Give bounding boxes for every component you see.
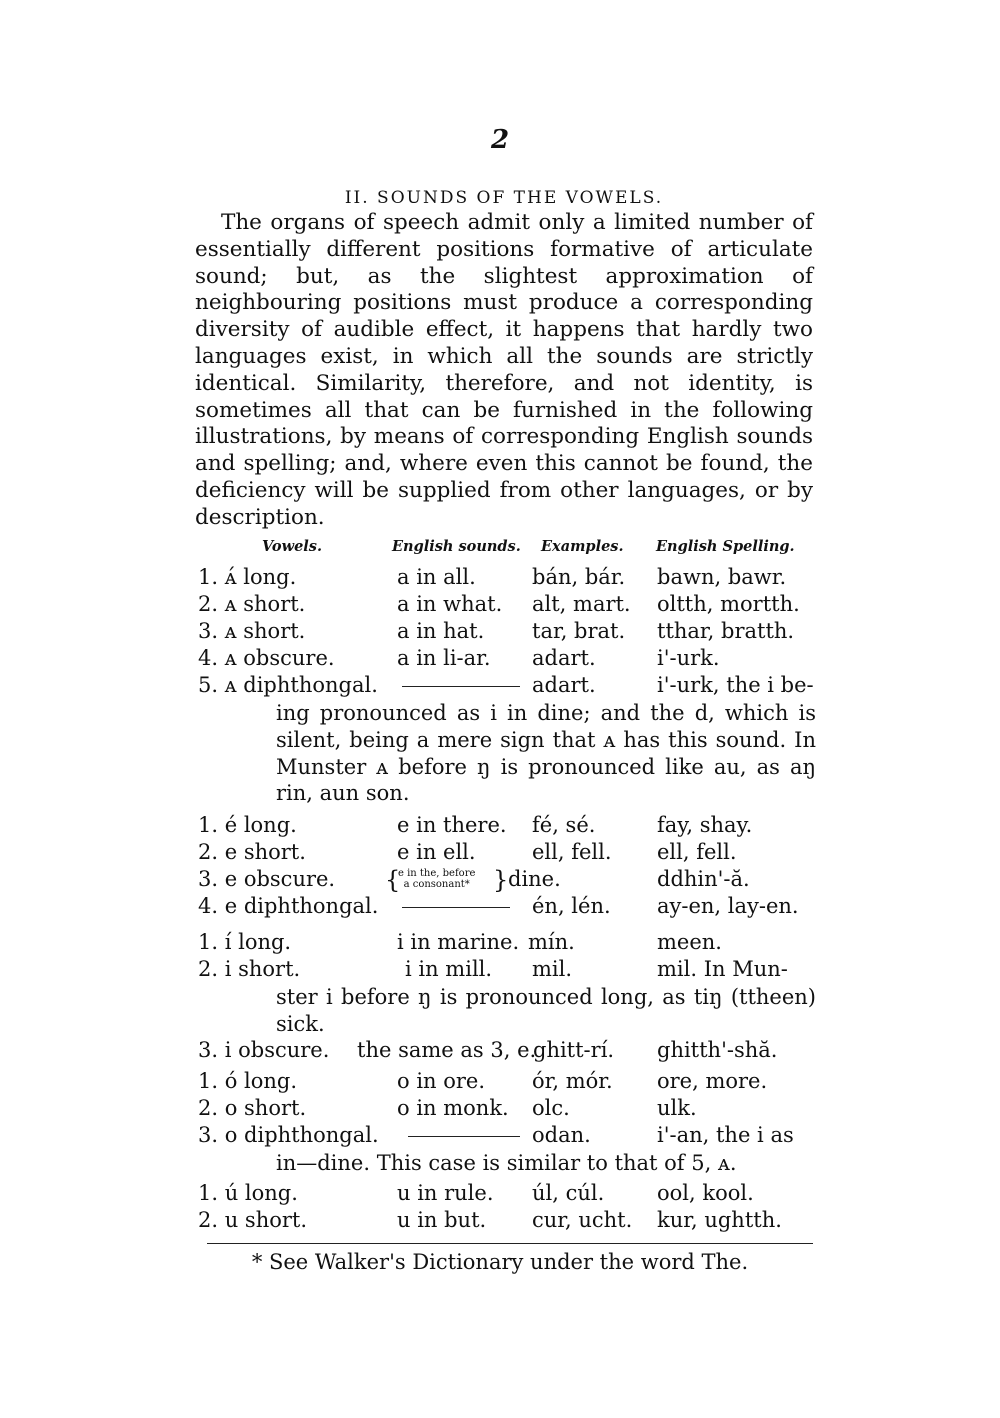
vowel-cell: 3. e obscure.: [198, 867, 336, 891]
table-row: [0, 867, 1000, 894]
vowel-cell: 2. ᴀ short.: [198, 592, 306, 616]
table-row: [0, 1123, 1000, 1150]
example-cell: tar, brat.: [532, 619, 626, 643]
sound-line-2: a consonant*: [403, 879, 470, 890]
vowel-cell: 3. o diphthongal.: [198, 1123, 379, 1147]
example-cell: ghitt-rí.: [533, 1038, 615, 1062]
vowel-cell: 1. í long.: [198, 930, 292, 954]
spelling-cell: ay-en, lay-en.: [657, 894, 799, 918]
sound-cell: the same as 3, e.: [357, 1038, 537, 1062]
section-heading: II. SOUNDS OF THE VOWELS.: [344, 188, 664, 208]
sound-cell: a in what.: [397, 592, 503, 616]
table-row: [0, 1069, 1000, 1096]
spelling-cell: tthar, bratth.: [657, 619, 795, 643]
sound-cell: e in there.: [397, 813, 507, 837]
table-row: [0, 1208, 1000, 1235]
table-row: [0, 840, 1000, 867]
table-row: [0, 619, 1000, 646]
vowel-cell: 2. e short.: [198, 840, 306, 864]
note-o: in—dine. This case is similar to that of 5, ᴀ.: [276, 1151, 737, 1175]
example-cell: ór, mór.: [532, 1069, 613, 1093]
vowel-cell: 1. ó long.: [198, 1069, 298, 1093]
example-cell: odan.: [532, 1123, 591, 1147]
sound-cell: i in marine.: [397, 930, 520, 954]
sound-cell: u in rule.: [397, 1181, 494, 1205]
example-cell: úl, cúl.: [532, 1181, 605, 1205]
spelling-cell: oltth, mortth.: [657, 592, 800, 616]
header-english-sounds: English sounds.: [392, 538, 521, 555]
spelling-cell: ddhin'-ă.: [657, 867, 750, 891]
ditto-dash: [408, 1136, 520, 1137]
sound-cell: e in ell.: [397, 840, 476, 864]
example-cell: mín.: [528, 930, 575, 954]
spelling-cell: kur, ughtth.: [657, 1208, 782, 1232]
example-cell: cur, ucht.: [532, 1208, 633, 1232]
spelling-cell: ool, kool.: [657, 1181, 754, 1205]
sound-cell: i in mill.: [405, 957, 493, 981]
spelling-cell: i'-urk.: [657, 646, 720, 670]
vowel-cell: 5. ᴀ diphthongal.: [198, 673, 378, 697]
sound-cell: a in li-ar.: [397, 646, 491, 670]
spelling-cell: ghitth'-shă.: [657, 1038, 778, 1062]
spelling-cell: i'-urk, the i be-: [657, 673, 814, 697]
vowel-cell: 1. ú long.: [198, 1181, 298, 1205]
vowel-cell: 1. ᴀ́ long.: [198, 565, 297, 589]
vowel-cell: 2. o short.: [198, 1096, 307, 1120]
example-cell: bán, bár.: [532, 565, 626, 589]
vowel-cell: 1. é long.: [198, 813, 297, 837]
header-english-spelling: English Spelling.: [656, 538, 795, 555]
table-row: [0, 930, 1000, 957]
table-row: [0, 1096, 1000, 1123]
table-row: [0, 1038, 1000, 1065]
spelling-cell: mil. In Mun-: [657, 957, 788, 981]
table-row: [0, 565, 1000, 592]
example-cell: ell, fell.: [532, 840, 612, 864]
sound-line-1: e in the, before: [398, 868, 476, 879]
vowel-cell: 3. i obscure.: [198, 1038, 330, 1062]
example-cell: adart.: [532, 673, 596, 697]
table-row: [0, 1181, 1000, 1208]
example-cell: én, lén.: [532, 894, 611, 918]
brace-right: }: [493, 866, 509, 894]
header-examples: Examples.: [541, 538, 624, 555]
note-a: ing pronounced as i in dine; and the d, which is silent, being a mere sign that ᴀ has this sound. In Munster ᴀ before ŋ is pronounced like au, as aŋ rin, aun son.: [276, 701, 816, 806]
spelling-cell: meen.: [657, 930, 722, 954]
spelling-cell: ore, more.: [657, 1069, 768, 1093]
page-number: 2: [490, 125, 510, 155]
column-headers: [0, 538, 1000, 560]
intro-paragraph: The organs of speech admit only a limited number of essentially different positions formative of articulate sound; but, as the slightest approximation of neighbouring positions must produce a corresponding diversity of audible effect, it happens that hardly two languages exist, in which all the sounds are strictly identical. Similarity, therefore, and not identity, is sometimes all that can be furnished in the following illustrations, by means of corresponding English sounds and spelling; and, where even this cannot be found, the deficiency will be supplied from other languages, or by description.: [195, 210, 813, 530]
spelling-cell: bawn, bawr.: [657, 565, 787, 589]
example-cell: adart.: [532, 646, 596, 670]
spelling-cell: fay, shay.: [657, 813, 753, 837]
table-row: [0, 646, 1000, 673]
vowel-cell: 4. ᴀ obscure.: [198, 646, 335, 670]
header-vowels: Vowels.: [262, 538, 323, 555]
table-row: [0, 673, 1000, 700]
note-i: ster i before ŋ is pronounced long, as tiŋ (ttheen) sick.: [276, 985, 816, 1036]
example-cell: mil.: [532, 957, 573, 981]
example-cell: dine.: [508, 867, 561, 891]
sound-cell: u in but.: [397, 1208, 487, 1232]
ditto-dash: [402, 907, 510, 908]
sound-cell: a in hat.: [397, 619, 485, 643]
sound-cell: o in monk.: [397, 1096, 509, 1120]
sound-cell: a in all.: [397, 565, 476, 589]
sound-cell: [398, 868, 475, 890]
example-cell: fé, sé.: [532, 813, 596, 837]
vowel-cell: 3. ᴀ short.: [198, 619, 306, 643]
table-row: [0, 813, 1000, 840]
spelling-cell: ell, fell.: [657, 840, 737, 864]
ditto-dash: [402, 686, 520, 687]
spelling-cell: i'-an, the i as: [657, 1123, 794, 1147]
example-cell: alt, mart.: [532, 592, 631, 616]
table-row: [0, 894, 1000, 921]
sound-cell: o in ore.: [397, 1069, 486, 1093]
footnote: * See Walker's Dictionary under the word The.: [251, 1250, 749, 1274]
vowel-cell: 2. i short.: [198, 957, 301, 981]
table-row: [0, 957, 1000, 984]
brace-left: {: [385, 866, 401, 894]
vowel-cell: 4. e diphthongal.: [198, 894, 379, 918]
vowel-cell: 2. u short.: [198, 1208, 308, 1232]
table-row: [0, 592, 1000, 619]
example-cell: olc.: [532, 1096, 570, 1120]
footnote-divider: [207, 1243, 813, 1244]
spelling-cell: ulk.: [657, 1096, 697, 1120]
